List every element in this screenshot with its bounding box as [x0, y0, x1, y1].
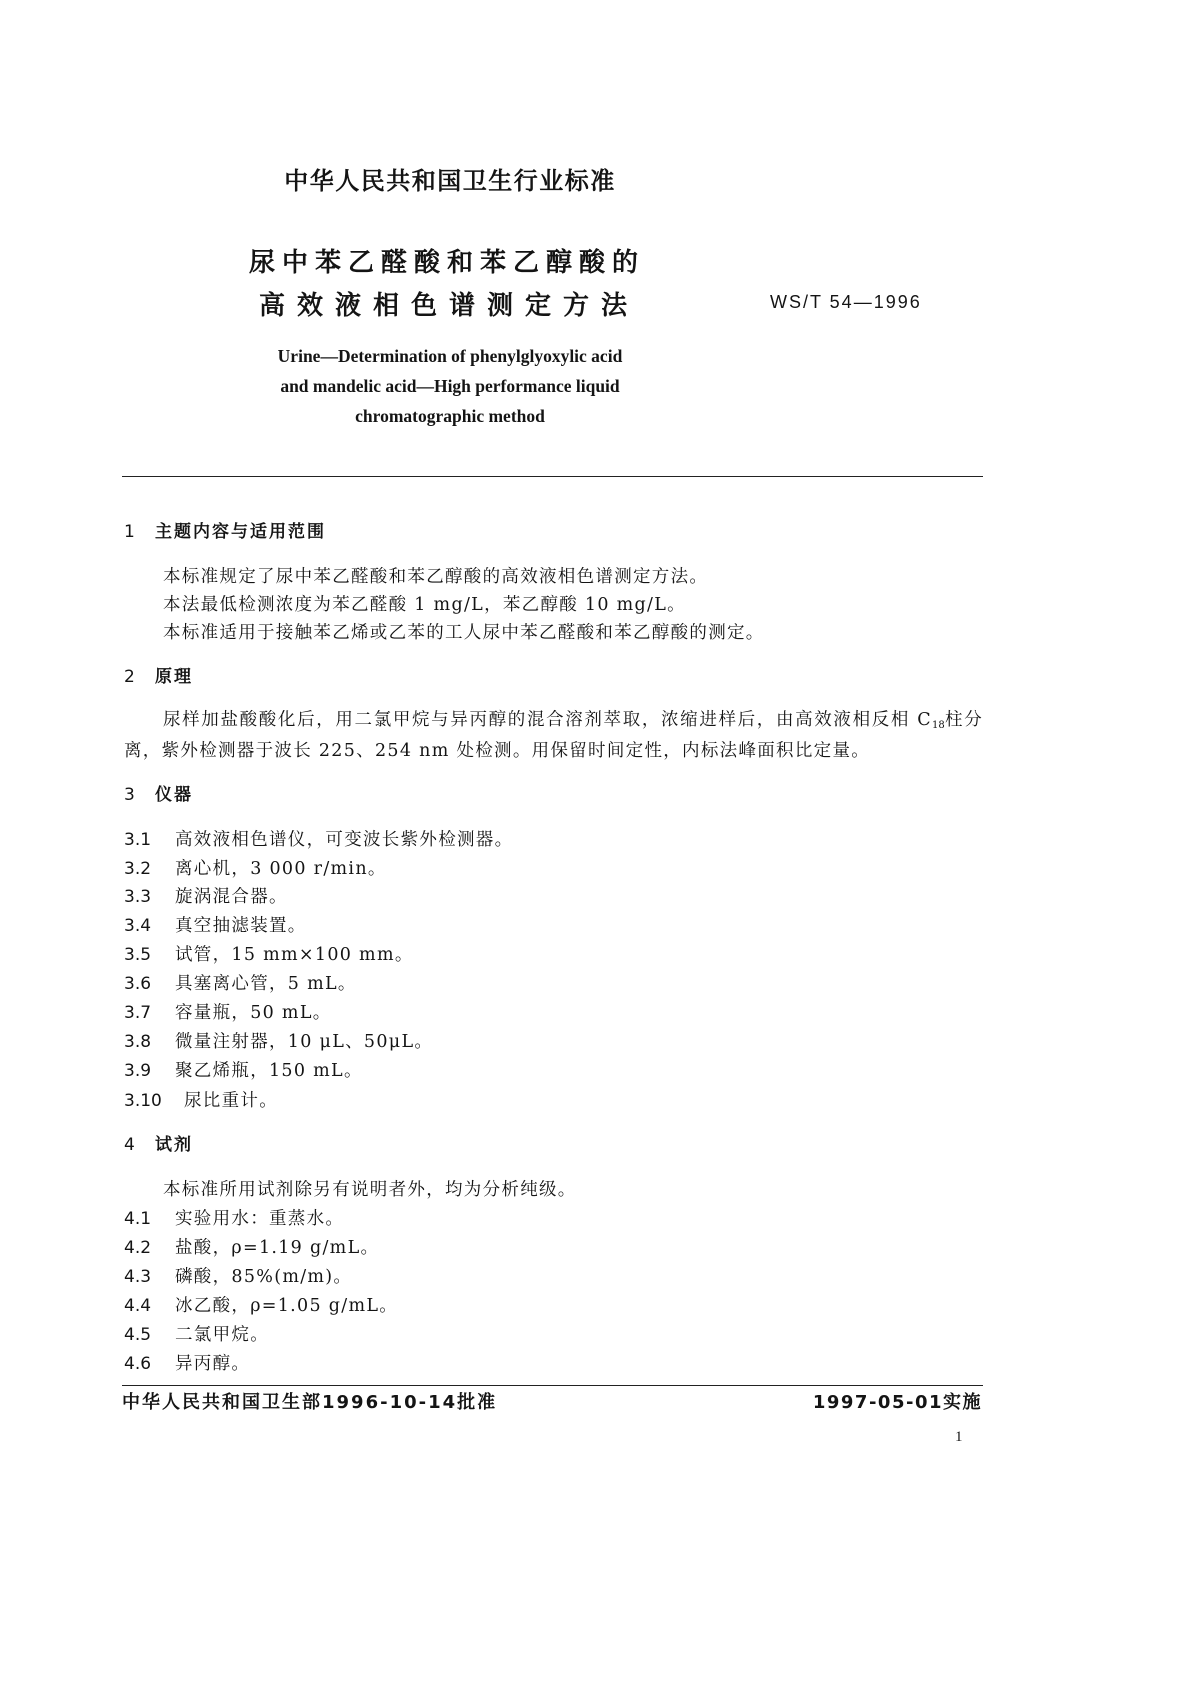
section-1-paragraph: 本法最低检测浓度为苯乙醛酸 1 mg/L，苯乙醇酸 10 mg/L。	[163, 595, 686, 615]
item-text: 异丙醇。	[175, 1354, 251, 1374]
item-text: 盐酸，ρ=1.19 g/mL。	[175, 1238, 380, 1258]
subscript-18: 18	[931, 720, 945, 731]
item-text: 磷酸，85%(m/m)。	[175, 1267, 353, 1287]
item-text: 旋涡混合器。	[175, 887, 288, 907]
standard-category-header: 中华人民共和国卫生行业标准	[284, 167, 616, 195]
item-number: 3.5	[124, 945, 152, 965]
section-2-paragraph-line-1	[163, 706, 983, 734]
english-title-line-2: and mandelic acid—High performance liquid	[280, 376, 620, 396]
section-3-number: 3	[124, 785, 135, 805]
item-text: 二氯甲烷。	[175, 1325, 269, 1345]
section-4-title: 试剂	[155, 1135, 193, 1155]
section-3-title: 仪器	[155, 785, 193, 805]
section-1-paragraph: 本标准规定了尿中苯乙醛酸和苯乙醇酸的高效液相色谱测定方法。	[163, 567, 709, 587]
item-number: 3.2	[124, 859, 152, 879]
approval-date: 中华人民共和国卫生部1996-10-14批准	[122, 1392, 498, 1413]
chinese-title-line-2: 高效液相色谱测定方法	[259, 291, 640, 321]
item-text: 尿比重计。	[184, 1091, 278, 1111]
effective-date: 1997-05-01实施	[812, 1392, 982, 1413]
section-4-intro: 本标准所用试剂除另有说明者外，均为分析纯级。	[163, 1180, 577, 1200]
item-text: 实验用水：重蒸水。	[175, 1209, 345, 1229]
item-text: 容量瓶，50 mL。	[175, 1003, 332, 1023]
section-4-number: 4	[124, 1135, 135, 1155]
item-number: 3.4	[124, 916, 152, 936]
page-number: 1	[955, 1429, 963, 1445]
section-2-number: 2	[124, 667, 135, 687]
item-number: 3.6	[124, 974, 152, 994]
section-1-number: 1	[124, 522, 135, 542]
chinese-title-line-1: 尿中苯乙醛酸和苯乙醇酸的	[249, 248, 646, 278]
item-number: 4.3	[124, 1267, 152, 1287]
item-text: 聚乙烯瓶，150 mL。	[175, 1061, 363, 1081]
item-text: 高效液相色谱仪，可变波长紫外检测器。	[175, 830, 514, 850]
item-number: 3.8	[124, 1032, 152, 1052]
item-text: 真空抽滤装置。	[175, 916, 307, 936]
item-number: 4.6	[124, 1354, 152, 1374]
item-text: 具塞离心管，5 mL。	[175, 974, 357, 994]
item-text: 冰乙酸，ρ=1.05 g/mL。	[175, 1296, 399, 1316]
section-2-title: 原理	[155, 667, 193, 687]
section-2-text-a: 尿样加盐酸酸化后，用二氯甲烷与异丙醇的混合溶剂萃取，浓缩进样后，由高效液相反相 C	[163, 710, 932, 730]
section-1-title: 主题内容与适用范围	[155, 522, 326, 542]
item-number: 4.2	[124, 1238, 152, 1258]
item-number: 3.10	[124, 1091, 162, 1111]
item-number: 3.7	[124, 1003, 152, 1023]
english-title-line-3: chromatographic method	[355, 406, 545, 426]
section-2-text-b: 柱分	[944, 710, 983, 730]
section-1-paragraph: 本标准适用于接触苯乙烯或乙苯的工人尿中苯乙醛酸和苯乙醇酸的测定。	[163, 623, 765, 643]
item-number: 3.1	[124, 830, 152, 850]
item-number: 4.1	[124, 1209, 152, 1229]
item-text: 微量注射器，10 μL、50μL。	[175, 1032, 434, 1052]
item-number: 3.3	[124, 887, 152, 907]
item-number: 3.9	[124, 1061, 152, 1081]
english-title	[200, 341, 700, 431]
item-number: 4.5	[124, 1325, 152, 1345]
english-title-line-1: Urine—Determination of phenylglyoxylic acid	[277, 346, 623, 366]
item-text: 试管，15 mm×100 mm。	[175, 945, 414, 965]
item-number: 4.4	[124, 1296, 152, 1316]
standard-code: WS/T 54—1996	[770, 292, 922, 312]
bottom-divider	[122, 1385, 983, 1386]
section-2-paragraph-line-2: 离，紫外检测器于波长 225、254 nm 处检测。用保留时间定性，内标法峰面积比定量。	[124, 741, 871, 761]
item-text: 离心机，3 000 r/min。	[175, 859, 387, 879]
top-divider	[122, 476, 983, 477]
